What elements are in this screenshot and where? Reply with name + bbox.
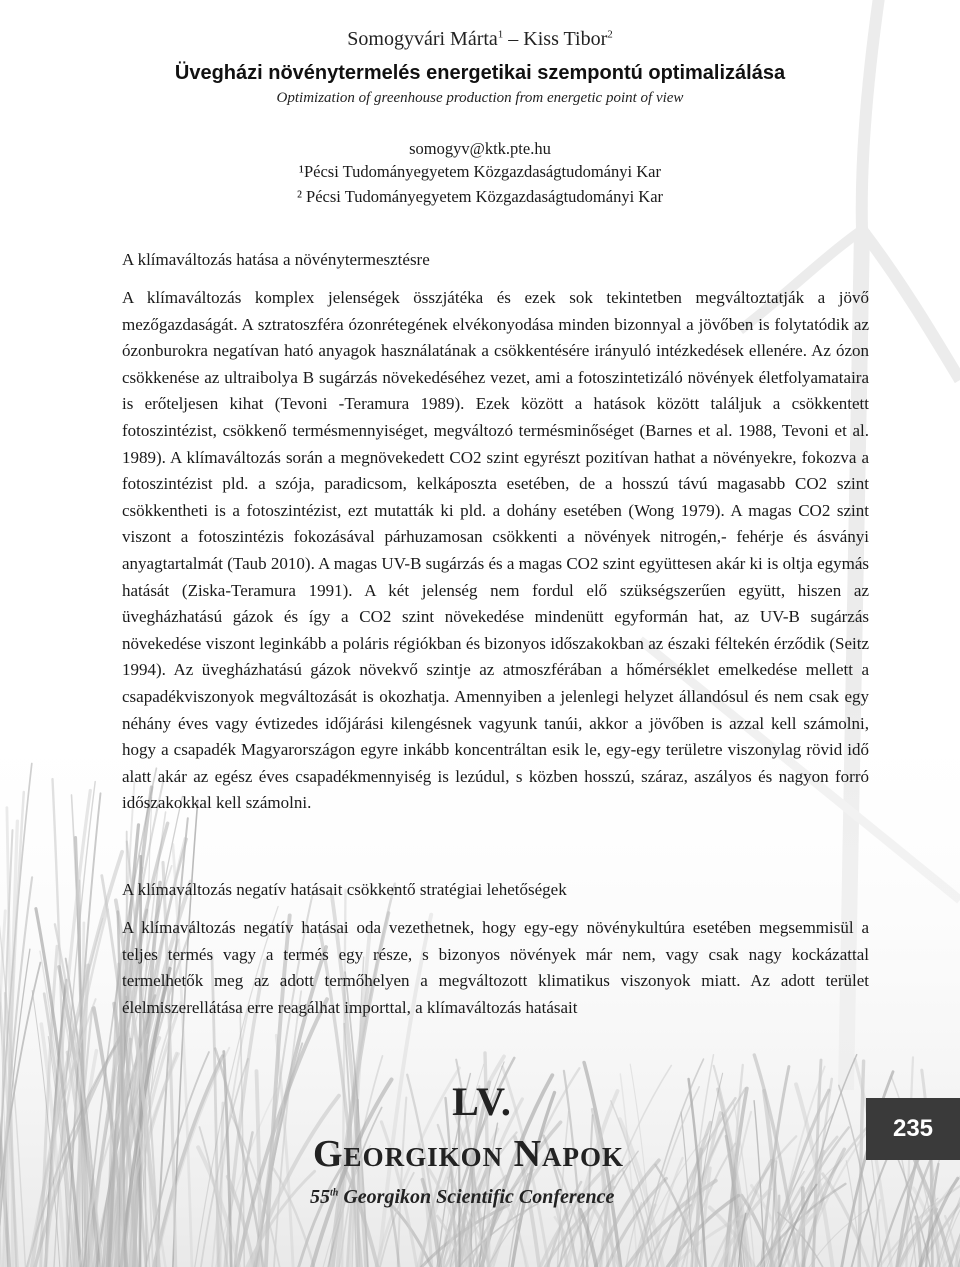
conference-ordinal: 55	[310, 1186, 330, 1208]
section-heading-1: A klímaváltozás hatása a növénytermesztésre	[122, 250, 430, 269]
conference-subtitle	[310, 1186, 614, 1209]
conference-ordinal-suffix: th	[330, 1187, 339, 1199]
conference-name: Georgikon Napok	[313, 1133, 625, 1175]
authors	[0, 28, 960, 51]
conference-subtitle-text: Georgikon Scientific Conference	[338, 1186, 615, 1208]
author-1-affiliation-mark: 1	[497, 28, 504, 41]
author-1: Somogyvári Márta	[347, 28, 498, 50]
conference-number: LV.	[452, 1079, 512, 1124]
section-body-1: A klímaváltozás komplex jelenségek összjátéka és ezek sok tekintetben megváltoztatják a jövő mezőgazdaságát. A sztratoszféra ózonrétegének elvékonyodása minden bizonnyal a jövőben is folytatódik az ózonburokra negatívan ható anyagok használatának a csökkentésére irányuló intézkedések ellenére. Az ózon csökkenése az ultraibolya B sugárzás növekedéséhez vezet, ami a fotoszintetizáló növények életfolyamataira is erőteljesen kihat (Tevoni -Teramura 1989). Ezek között a hatások között találjuk a csökkentett fotoszintézist, csökkenő termésmennyiséget, megváltozó termésminőséget (Barnes et al. 1988, Tevoni et al. 1989). A klímaváltozás során a megnövekedett CO2 szint egyrészt pozitívan hathat a növényekre, fokozva a fotoszintézist pld. a szója, paradicsom, kelkáposzta esetében, de a hosszú távú magasabb CO2 szint csökkentheti is a fotoszintézist, ezt mutatták ki pld. a dohány esetében (Wong 1979). A magas CO2 szint viszont a fotoszintézis fokozásával párhuzamosan csökkenti a növények nitrogén,- fehérje és ásványi anyagtartalmát (Taub 2010). A magas UV-B sugárzás és a magas CO2 szint együttesen akár ki is oltja egymás hatását (Ziska-Teramura 1991). A két jelenség nem fordul elő szükségszerűen együtt, hiszen az üvegházhatású gázok és így a CO2 szint növekedése mindenütt egyformán hat, az UV-B sugárzás növekedése viszont leginkább a poláris régiókban és bizonyos időszakokban az északi féltekén érződik (Seitz 1994). Az üvegházhatású gázok növekvő szintje az atmoszférában a hőmérséklet emelkedése mellett a csapadékviszonyok megváltozását is okozhatja. Amennyiben a jelenlegi helyzet állandósul és nem csak egy néhány éves vagy évtizedes időjárási kilengésnek vagyunk tanúi, akkor a jövőben is azzal kell számolni, hogy a csapadék Magyarországon egyre inkább koncentráltan esik le, egy-egy területre viszonylag rövid idő alatt akár az egész éves csapadékmennyiség is lezúdul, s közben hosszú, száraz, aszályos és nagyon forró időszakokkal kell számolni.	[122, 288, 869, 813]
affiliation-1: ¹Pécsi Tudományegyetem Közgazdaságtudományi Kar	[299, 162, 661, 181]
affiliation-2: ² Pécsi Tudományegyetem Közgazdaságtudományi Kar	[296, 187, 664, 206]
author-2: Kiss Tibor	[523, 28, 608, 50]
section-heading-2: A klímaváltozás negatív hatásait csökkentő stratégiai lehetőségek	[122, 880, 567, 899]
paper-title: Üvegházi növénytermelés energetikai szempontú optimalizálása	[174, 62, 786, 84]
author-separator: –	[503, 28, 524, 50]
section-body-2: A klímaváltozás negatív hatásai oda vezethetnek, hogy egy-egy növénykultúra esetében megsemmisül a teljes termés vagy a termés egy része, s bizonyos növények már nem, vagy csak nagy kockázattal termelhetők meg az adott termőhelyen a megváltozott klimatikus viszonyok miatt. Az adott terület élelmiszerellátása erre reagálhat importtal, a klímaváltozás hatásait	[122, 918, 869, 1017]
page-number-box	[866, 1098, 960, 1160]
author-email: somogyv@ktk.pte.hu	[409, 139, 551, 158]
page-number: 235	[892, 1115, 934, 1142]
author-2-affiliation-mark: 2	[607, 28, 613, 41]
paper-subtitle: Optimization of greenhouse production from energetic point of view	[276, 90, 684, 106]
